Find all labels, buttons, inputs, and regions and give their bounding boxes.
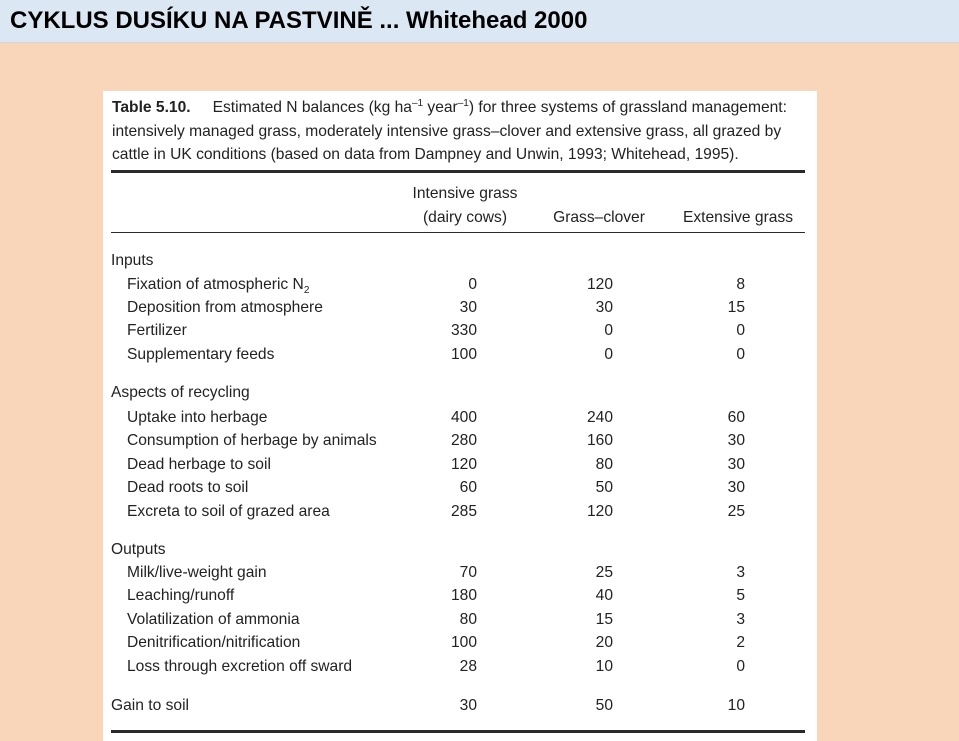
cell-intensive: 30 xyxy=(459,299,477,316)
column-header-intensive-line1: Intensive grass xyxy=(412,185,518,202)
cell-extensive: 0 xyxy=(736,322,745,339)
row-label xyxy=(127,273,309,297)
cell-extensive: 5 xyxy=(736,587,745,604)
cell-extensive: 0 xyxy=(736,346,745,363)
table-row xyxy=(103,561,817,585)
section-label: Aspects of recycling xyxy=(111,384,250,401)
cell-intensive: 0 xyxy=(468,276,477,293)
cell-intensive: 30 xyxy=(459,697,477,714)
row-label: Gain to soil xyxy=(111,697,190,714)
section-header-inputs xyxy=(103,249,817,273)
cell-intensive: 100 xyxy=(450,346,477,363)
cell-intensive: 330 xyxy=(450,322,477,339)
table-panel xyxy=(103,91,817,741)
table-row-gain-to-soil xyxy=(103,694,817,718)
row-label: Leaching/runoff xyxy=(127,587,235,604)
row-label: Loss through excretion off sward xyxy=(127,658,353,675)
caption-superscript-1: –1 xyxy=(411,97,424,109)
table-row xyxy=(103,343,817,367)
section-header-recycling xyxy=(103,381,817,405)
cell-intensive: 180 xyxy=(450,587,477,604)
cell-intensive: 120 xyxy=(450,456,477,473)
column-header-grass-clover: Grass–clover xyxy=(553,209,645,226)
caption-text-2: year xyxy=(423,99,458,116)
cell-extensive: 30 xyxy=(727,456,745,473)
cell-intensive: 80 xyxy=(459,611,477,628)
caption-superscript-2: –1 xyxy=(457,97,469,109)
caption-text-3: ) for three systems of grassland management: intensively managed grass, moderately intensive grass–clover and extensive grass, all grazed by cattle in UK conditions (based on data from Dampney and Unwin, 1993; Whitehead, 1995). xyxy=(112,99,787,163)
section-header-outputs xyxy=(103,538,817,562)
table-top-rule xyxy=(111,170,805,173)
table-row xyxy=(103,296,817,320)
cell-intensive: 400 xyxy=(450,409,477,426)
row-label: Consumption of herbage by animals xyxy=(127,432,377,449)
slide-content xyxy=(0,43,959,718)
cell-extensive: 10 xyxy=(727,697,745,714)
table-row xyxy=(103,319,817,343)
table-row xyxy=(103,584,817,608)
cell-extensive: 8 xyxy=(736,276,745,293)
table-caption xyxy=(112,96,812,167)
row-label: Denitrification/nitrification xyxy=(127,634,301,651)
table-row xyxy=(103,476,817,500)
cell-grass-clover: 0 xyxy=(604,322,613,339)
table-row xyxy=(103,500,817,524)
row-label: Dead herbage to soil xyxy=(127,456,271,473)
table-row xyxy=(103,429,817,453)
cell-intensive: 285 xyxy=(450,503,477,520)
cell-extensive: 30 xyxy=(727,479,745,496)
slide-title-bar xyxy=(0,0,959,43)
cell-extensive: 2 xyxy=(736,634,745,651)
section-label: Outputs xyxy=(111,541,166,558)
table-row xyxy=(103,655,817,679)
table-row xyxy=(103,608,817,632)
cell-grass-clover: 50 xyxy=(595,697,613,714)
cell-extensive: 30 xyxy=(727,432,745,449)
table-bottom-rule xyxy=(111,730,805,733)
cell-intensive: 28 xyxy=(459,658,477,675)
section-label: Inputs xyxy=(111,252,154,269)
column-header-intensive-line2: (dairy cows) xyxy=(422,209,508,226)
cell-extensive: 15 xyxy=(727,299,745,316)
row-label: Fertilizer xyxy=(127,322,187,339)
row-label: Volatilization of ammonia xyxy=(127,611,300,628)
cell-extensive: 3 xyxy=(736,564,745,581)
table-header-rule xyxy=(111,232,805,233)
row-label: Deposition from atmosphere xyxy=(127,299,323,316)
row-label: Uptake into herbage xyxy=(127,409,268,426)
row-label: Milk/live-weight gain xyxy=(127,564,267,581)
row-label: Dead roots to soil xyxy=(127,479,249,496)
cell-grass-clover: 15 xyxy=(595,611,613,628)
cell-extensive: 3 xyxy=(736,611,745,628)
cell-grass-clover: 25 xyxy=(595,564,613,581)
cell-grass-clover: 80 xyxy=(595,456,613,473)
cell-extensive: 25 xyxy=(727,503,745,520)
cell-intensive: 60 xyxy=(459,479,477,496)
cell-intensive: 70 xyxy=(459,564,477,581)
cell-grass-clover: 240 xyxy=(586,409,613,426)
table-row xyxy=(103,631,817,655)
cell-extensive: 0 xyxy=(736,658,745,675)
cell-grass-clover: 50 xyxy=(595,479,613,496)
table-number: Table 5.10. xyxy=(112,99,191,116)
cell-grass-clover: 30 xyxy=(595,299,613,316)
row-label: Supplementary feeds xyxy=(127,346,275,363)
row-label-text: Fixation of atmospheric N xyxy=(127,276,304,293)
row-label-subscript: 2 xyxy=(303,285,310,297)
cell-intensive: 100 xyxy=(450,634,477,651)
cell-grass-clover: 120 xyxy=(586,503,613,520)
caption-text-1: Estimated N balances (kg ha xyxy=(212,99,412,116)
cell-grass-clover: 160 xyxy=(586,432,613,449)
cell-grass-clover: 10 xyxy=(595,658,613,675)
table-row xyxy=(103,453,817,477)
cell-grass-clover: 40 xyxy=(595,587,613,604)
cell-extensive: 60 xyxy=(727,409,745,426)
cell-intensive: 280 xyxy=(450,432,477,449)
table-row xyxy=(103,273,817,297)
table-row xyxy=(103,406,817,430)
row-label: Excreta to soil of grazed area xyxy=(127,503,330,520)
cell-grass-clover: 20 xyxy=(595,634,613,651)
cell-grass-clover: 120 xyxy=(586,276,613,293)
slide-title: CYKLUS DUSÍKU NA PASTVINĚ ... Whitehead 2000 xyxy=(10,7,588,34)
column-header-extensive: Extensive grass xyxy=(682,209,794,226)
cell-grass-clover: 0 xyxy=(604,346,613,363)
column-header-intensive xyxy=(400,182,530,230)
